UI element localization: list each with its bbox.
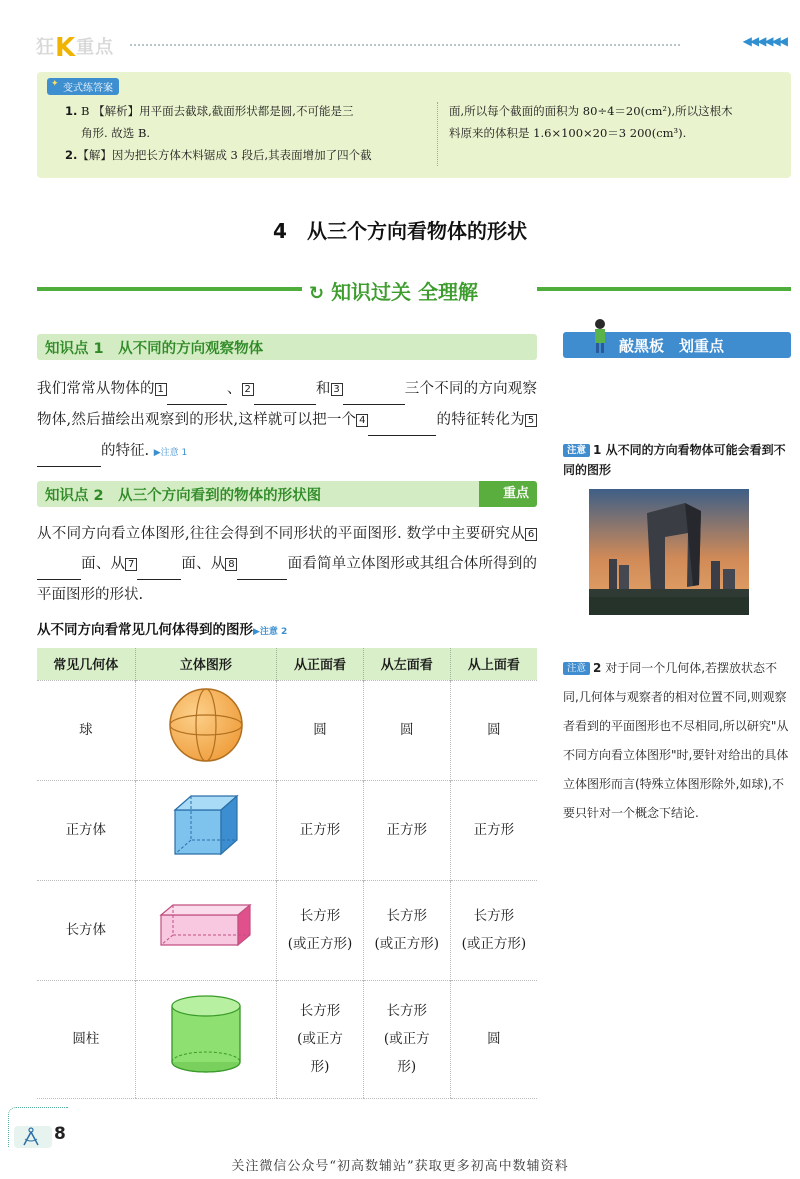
teacher-icon bbox=[591, 318, 609, 354]
blackboard-title: 敲黑板 划重点 bbox=[619, 337, 725, 355]
shape-name: 正方体 bbox=[37, 780, 135, 880]
table-header: 常见几何体 bbox=[37, 648, 135, 680]
note-2-tag: 注意 bbox=[563, 662, 590, 675]
header-arrows: ◀◀◀◀◀◀ bbox=[742, 34, 786, 48]
page-header bbox=[0, 30, 800, 63]
blank-number-3: 3 bbox=[331, 383, 343, 396]
cylinder-figure bbox=[135, 980, 277, 1098]
blank-4[interactable] bbox=[368, 405, 436, 436]
sphere-figure bbox=[135, 680, 277, 780]
blank-number-2: 2 bbox=[242, 383, 254, 396]
answer-divider bbox=[437, 102, 438, 166]
knowledge-point-2-title: 知识点 2 从三个方向看到的物体的形状图 bbox=[45, 488, 322, 504]
answer-line: 1. B 【解析】用平面去截球,截面形状都是圆,不可能是三 bbox=[65, 104, 354, 118]
table-title: 从不同方向看常见几何体得到的图形▶注意 2 bbox=[37, 622, 288, 638]
bulb-icon: ✦ bbox=[51, 79, 59, 89]
answer-line: 面,所以每个截面的面积为 80÷4＝20(cm²),所以这根木 bbox=[449, 104, 733, 118]
note-2: 注意 2 对于同一个几何体,若摆放状态不同,几何体与观察者的相对位置不同,则观察者看到的平面图形也不尽相同,所以研究"从不同方向看立体图形"时,要针对给出的具体立体图形而言(特殊立体图形除外,如球),不要只针对一个概念下结论. bbox=[563, 661, 789, 820]
table-header: 从正面看 bbox=[277, 648, 364, 680]
blank-number-6: 6 bbox=[525, 528, 537, 541]
blank-number-7: 7 bbox=[125, 558, 137, 571]
banner-line-right bbox=[537, 287, 791, 291]
blank-5[interactable] bbox=[37, 436, 101, 467]
blank-number-5: 5 bbox=[525, 414, 537, 427]
footer-text: 关注微信公众号“初高数辅站”获取更多初高中数辅资料 bbox=[231, 1159, 569, 1174]
note-1-tag: 注意 bbox=[563, 444, 590, 457]
brand-logo: 狂K重点 bbox=[36, 33, 115, 63]
top-view: 正方形 bbox=[450, 780, 537, 880]
answer-tag: ✦ 变式练答案 bbox=[47, 78, 119, 95]
blank-number-8: 8 bbox=[225, 558, 237, 571]
front-view: 长方形 (或正方形) bbox=[277, 880, 364, 980]
refresh-icon: ↻ bbox=[309, 283, 325, 304]
shape-name: 长方体 bbox=[37, 880, 135, 980]
knowledge-point-1-title: 知识点 1 从不同的方向观察物体 bbox=[45, 341, 264, 357]
answer-right-column bbox=[449, 100, 784, 144]
answer-box bbox=[37, 72, 791, 178]
left-view: 长方形 (或正方形) bbox=[363, 880, 450, 980]
header-divider bbox=[130, 44, 680, 46]
knowledge-point-1-header bbox=[37, 334, 537, 360]
note-1-link[interactable]: ▶注意 1 bbox=[153, 448, 188, 458]
front-view: 圆 bbox=[277, 680, 364, 780]
blank-number-1: 1 bbox=[155, 383, 167, 396]
left-view: 长方形 (或正方 形) bbox=[363, 980, 450, 1098]
top-view: 长方形 (或正方形) bbox=[450, 880, 537, 980]
sphere-icon bbox=[166, 685, 246, 765]
banner-line-left bbox=[37, 287, 302, 291]
blank-2[interactable] bbox=[254, 374, 316, 405]
table-header: 从左面看 bbox=[363, 648, 450, 680]
answer-line: 角形. 故选 B. bbox=[81, 126, 151, 140]
blackboard-header bbox=[563, 332, 791, 358]
table-header: 立体图形 bbox=[135, 648, 277, 680]
cuboid-figure bbox=[135, 880, 277, 980]
cylinder-icon bbox=[166, 992, 246, 1076]
front-view: 正方形 bbox=[277, 780, 364, 880]
front-view: 长方形 (或正方 形) bbox=[277, 980, 364, 1098]
blank-1[interactable] bbox=[167, 374, 227, 405]
geometry-views-table bbox=[37, 648, 537, 1099]
answer-line: 料原来的体积是 1.6×100×20＝3 200(cm³). bbox=[449, 126, 687, 140]
left-view: 圆 bbox=[363, 680, 450, 780]
key-point-badge: 重点 bbox=[479, 481, 537, 507]
blank-6[interactable] bbox=[37, 549, 81, 580]
shape-name: 球 bbox=[37, 680, 135, 780]
cube-icon bbox=[171, 792, 241, 858]
knowledge-banner bbox=[37, 276, 791, 302]
cuboid-icon bbox=[158, 901, 254, 949]
page-number: 8 bbox=[54, 1124, 66, 1144]
knowledge-point-2-text: 从不同方向看立体图形,往往会得到不同形状的平面图形. 数学中主要研究从 6 面、从 7 面、从 8 面看简单立体图形或其组合体所得到的平面图形的形状. bbox=[37, 526, 538, 603]
note-2-link[interactable]: ▶注意 2 bbox=[253, 627, 288, 637]
table-header-row bbox=[37, 648, 537, 680]
banner-title: ↻ 知识过关 全理解 bbox=[309, 280, 479, 304]
left-view: 正方形 bbox=[363, 780, 450, 880]
blank-7[interactable] bbox=[137, 549, 181, 580]
table-row bbox=[37, 780, 537, 880]
answer-left-column bbox=[65, 100, 435, 166]
answer-line: 2.【解】因为把长方体木料锯成 3 段后,其表面增加了四个截 bbox=[65, 148, 372, 162]
knowledge-point-1-text: 我们常常从物体的 1 、 2 和 3 三个不同的方向观察物体,然后描绘出观察到的形状,这样就可以把一个 4 的特征转化为 5 的特征. ▶注意 1 bbox=[37, 374, 537, 468]
table-row bbox=[37, 680, 537, 780]
blank-8[interactable] bbox=[237, 549, 287, 580]
table-header: 从上面看 bbox=[450, 648, 537, 680]
section-title: 4 从三个方向看物体的形状 bbox=[273, 219, 527, 243]
top-view: 圆 bbox=[450, 980, 537, 1098]
cctv-building-photo bbox=[589, 489, 749, 615]
table-row bbox=[37, 980, 537, 1098]
blank-3[interactable] bbox=[343, 374, 405, 405]
knowledge-point-2-header bbox=[37, 481, 537, 507]
table-row bbox=[37, 880, 537, 980]
cube-figure bbox=[135, 780, 277, 880]
shape-name: 圆柱 bbox=[37, 980, 135, 1098]
top-view: 圆 bbox=[450, 680, 537, 780]
note-1: 注意 1 从不同的方向看物体可能会看到不同的图形 bbox=[563, 443, 786, 477]
blank-number-4: 4 bbox=[356, 414, 368, 427]
